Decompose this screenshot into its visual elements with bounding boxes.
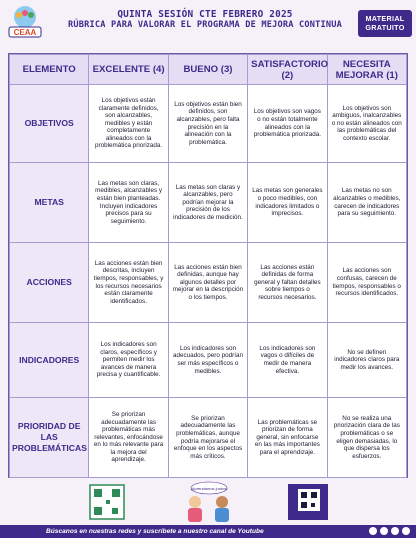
svg-text:CEAA: CEAA <box>13 28 37 37</box>
rubric-cell: Los objetivos están bien definidos, son alcanzables, pero falta precisión en la alineación con la problemática. <box>168 85 247 163</box>
students-illustration <box>188 496 229 522</box>
rubric-cell: Se priorizan adecuadamente las problemáticas, aunque podría mejorarse el enfoque en los aspectos más críticos. <box>168 398 247 478</box>
page-header <box>0 0 416 46</box>
instagram-icon[interactable] <box>380 527 388 535</box>
column-header: NECESITA MEJORAR (1) <box>327 55 406 85</box>
badge-line-1: MATERIAL <box>365 14 405 23</box>
criterion-label: METAS <box>10 163 89 243</box>
rubric-cell: No se definen indicadores claros para medir los avances. <box>327 323 406 398</box>
rubric-cell: Las metas son claras y alcanzables, pero podrían mejorar la precisión de los indicadores de medición. <box>168 163 247 243</box>
criterion-label: OBJETIVOS <box>10 85 89 163</box>
criterion-label: PRIORIDAD DE LAS PROBLEMÁTICAS <box>10 398 89 478</box>
footer-illustration <box>0 480 416 525</box>
ceaa-logo <box>5 4 45 38</box>
rubric-table-container <box>8 53 408 478</box>
rubric-cell: Los objetivos están claramente definidos, son alcanzables, medibles y están completamente alineados con la problemática priorizada. <box>89 85 168 163</box>
column-header: SATISFACTORIO (2) <box>248 55 327 85</box>
rubric-cell: Se priorizan adecuadamente las problemáticas más relevantes, enfocándose en lo más relevante para la mejora del aprendizaje. <box>89 398 168 478</box>
qr-code-icon-left <box>90 485 124 519</box>
column-header: BUENO (3) <box>168 55 247 85</box>
title-block <box>60 9 350 31</box>
table-row <box>10 323 407 398</box>
column-header: ELEMENTO <box>10 55 89 85</box>
rubric-cell: Los indicadores son claros, específicos y permiten medir los avances de manera precisa y cuantificable. <box>89 323 168 398</box>
criterion-label: ACCIONES <box>10 243 89 323</box>
qr-code-icon-right <box>288 484 328 520</box>
social-icons <box>369 527 410 535</box>
rubric-cell: Las problemáticas se priorizan de forma general, sin enfocarse en las más importantes para el aprendizaje. <box>248 398 327 478</box>
rubric-cell: Las acciones están bien descritas, incluyen tiempos, responsables, y los recursos necesarios están claramente identificados. <box>89 243 168 323</box>
rubric-cell: No se realiza una priorización clara de las problemáticas o se eligen demasiadas, lo que dispersa los esfuerzos. <box>327 398 406 478</box>
speech-bubble-text: ¡Aprendamos juntos! <box>190 486 228 491</box>
footer-text: Búscanos en nuestras redes y suscríbete a nuestro canal de Youtube <box>46 528 264 535</box>
rubric-cell: Las metas no son alcanzables o medibles, carecen de indicadores para su seguimiento. <box>327 163 406 243</box>
rubric-cell: Los objetivos son vagos o no están totalmente alineados con la problemática priorizada. <box>248 85 327 163</box>
column-header: EXCELENTE (4) <box>89 55 168 85</box>
tiktok-icon[interactable] <box>391 527 399 535</box>
table-header-row <box>10 55 407 85</box>
footer-bar <box>0 525 416 538</box>
youtube-icon[interactable] <box>402 527 410 535</box>
rubric-cell: Las metas son claras, medibles, alcanzables y están bien planteadas. Incluyen indicadores precisos para su seguimiento. <box>89 163 168 243</box>
rubric-cell: Los indicadores son vagos o difíciles de medir de manera efectiva. <box>248 323 327 398</box>
badge-line-2: GRATUITO <box>365 23 405 32</box>
rubric-cell: Las acciones son confusas, carecen de tiempos, responsables o recursos identificados. <box>327 243 406 323</box>
table-row <box>10 163 407 243</box>
table-row <box>10 243 407 323</box>
page-subtitle: RÚBRICA PARA VALORAR EL PROGRAMA DE MEJORA CONTINUA <box>67 20 343 30</box>
page-title: QUINTA SESIÓN CTE FEBRERO 2025 <box>117 9 293 20</box>
rubric-cell: Las metas son generales o poco medibles, con indicadores limitados o imprecisos. <box>248 163 327 243</box>
rubric-cell: Las acciones están bien definidas, aunque hay algunos detalles por mejorar en la descripción o los tiempos. <box>168 243 247 323</box>
criterion-label: INDICADORES <box>10 323 89 398</box>
table-row <box>10 85 407 163</box>
facebook-icon[interactable] <box>369 527 377 535</box>
table-row <box>10 398 407 478</box>
free-material-badge <box>358 10 412 37</box>
rubric-table <box>9 54 407 478</box>
rubric-cell: Los indicadores son adecuados, pero podrían ser más específicos o medibles. <box>168 323 247 398</box>
rubric-cell: Las acciones están definidas de forma general y faltan detalles sobre tiempos o recursos necesarios. <box>248 243 327 323</box>
rubric-cell: Los objetivos son ambiguos, inalcanzables o no están alineados con las problemáticas del contexto escolar. <box>327 85 406 163</box>
